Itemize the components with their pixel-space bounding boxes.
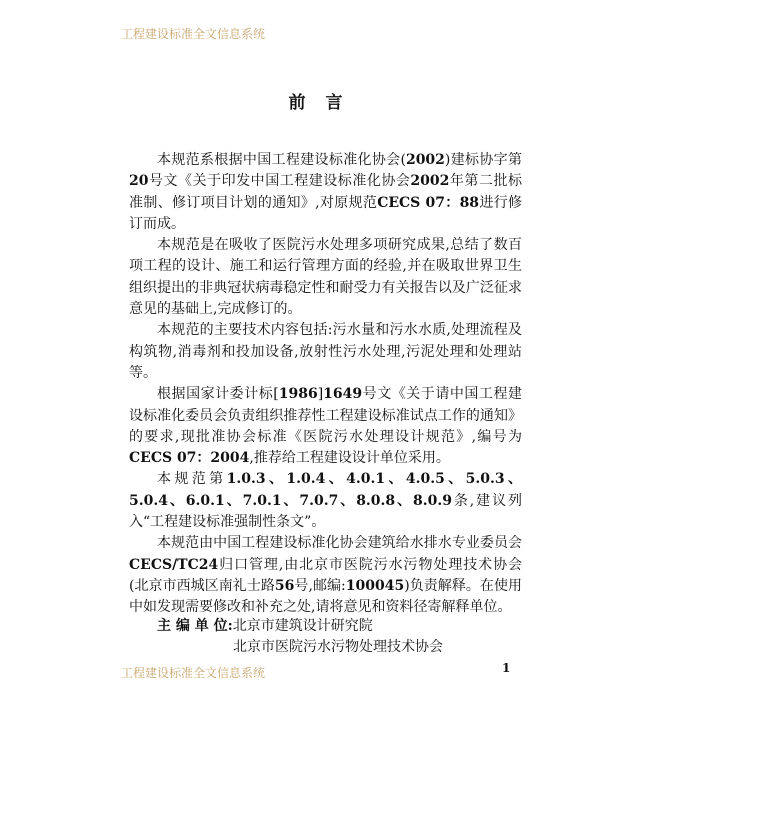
watermark-top: 工程建设标准全文信息系统 [121,27,266,41]
bold-fragment: 1649 [323,386,363,403]
text-fragment: 号文《关于印发中国工程建设标准化协会 [148,173,411,190]
bold-fragment: 100045 [345,577,405,594]
bold-fragment: 20 [129,173,149,190]
text-fragment: 号文《关于请中国工程建设标准化委员会负责组织推荐性工程建设标准试点工作的通知》的要求,现批准协会标准《医院污水处理设计规范》,编号为 [129,386,523,445]
text-fragment: 本规范第 [157,471,227,488]
preface-paragraph [129,384,522,469]
editor-org-1: 北京市建筑设计研究院 [232,618,373,634]
bold-fragment: CECS 07：88 [377,194,480,211]
text-fragment: 本规范由中国工程建设标准化协会建筑给水排水专业委员会 [157,535,522,552]
editor-org-2: 北京市医院污水污物处理技术协会 [233,639,443,655]
text-fragment: 本规范系根据中国工程建设标准化协会( [157,152,406,168]
editor-units [157,616,443,658]
preface-paragraph [129,235,522,320]
preface-paragraph [129,320,522,384]
bold-fragment: 1986 [278,386,318,403]
page-number: 1 [502,661,511,675]
text-fragment: 进行修订而成。 [129,194,523,232]
text-fragment: 归口管理,由北京市医院污水污物处理技术协会(北京市西城区南礼士路 [129,556,522,594]
preface-paragraph [129,150,522,235]
editor-label: 主 编 单 位: [157,618,233,634]
bold-fragment: CECS/TC24 [129,556,219,573]
bold-fragment: CECS 07：2004 [129,450,250,467]
preface-body [129,150,522,619]
text-fragment: 本规范是在吸收了医院污水处理多项研究成果,总结了数百项工程的设计、施工和运行管理方面的经验,并在吸取世界卫生组织提出的非典冠状病毒稳定性和耐受力有关报告以及广泛征求意见的基础上,完成修订的。 [129,237,522,318]
text-fragment: 号,邮编: [294,577,346,594]
bold-fragment: 2002 [405,152,445,168]
bold-fragment: 56 [274,577,295,594]
bold-fragment: 2002 [410,173,450,190]
text-fragment: 年第二批标准制、修订项目计划的通知》,对原规范 [129,173,523,211]
preface-paragraph [129,469,522,533]
watermark-bottom: 工程建设标准全文信息系统 [121,666,266,680]
text-fragment: 根据国家计委计标[ [157,386,279,403]
text-fragment: )负责解释。在使用中如发现需要修改和补充之处,请将意见和资料径寄解释单位。 [129,577,522,616]
text-fragment: ] [317,386,324,403]
text-fragment: 本规范的主要技术内容包括:污水量和污水水质,处理流程及构筑物,消毒剂和投加设备,放射性污水处理,污泥处理和处理站等。 [129,322,522,381]
page-title: 前言 [288,93,363,113]
text-fragment: )建标协字第 [444,152,522,168]
text-fragment: ,推荐给工程建设设计单位采用。 [249,450,450,467]
text-fragment: 条,建议列入“工程建设标准强制性条文”。 [129,492,522,531]
preface-paragraph [129,533,522,618]
bold-fragment: 1.0.3、1.0.4、4.0.1、4.0.5、5.0.3、5.0.4、6.0.1、7.0.1、7.0.7、8.0.8、8.0.9 [129,471,523,509]
